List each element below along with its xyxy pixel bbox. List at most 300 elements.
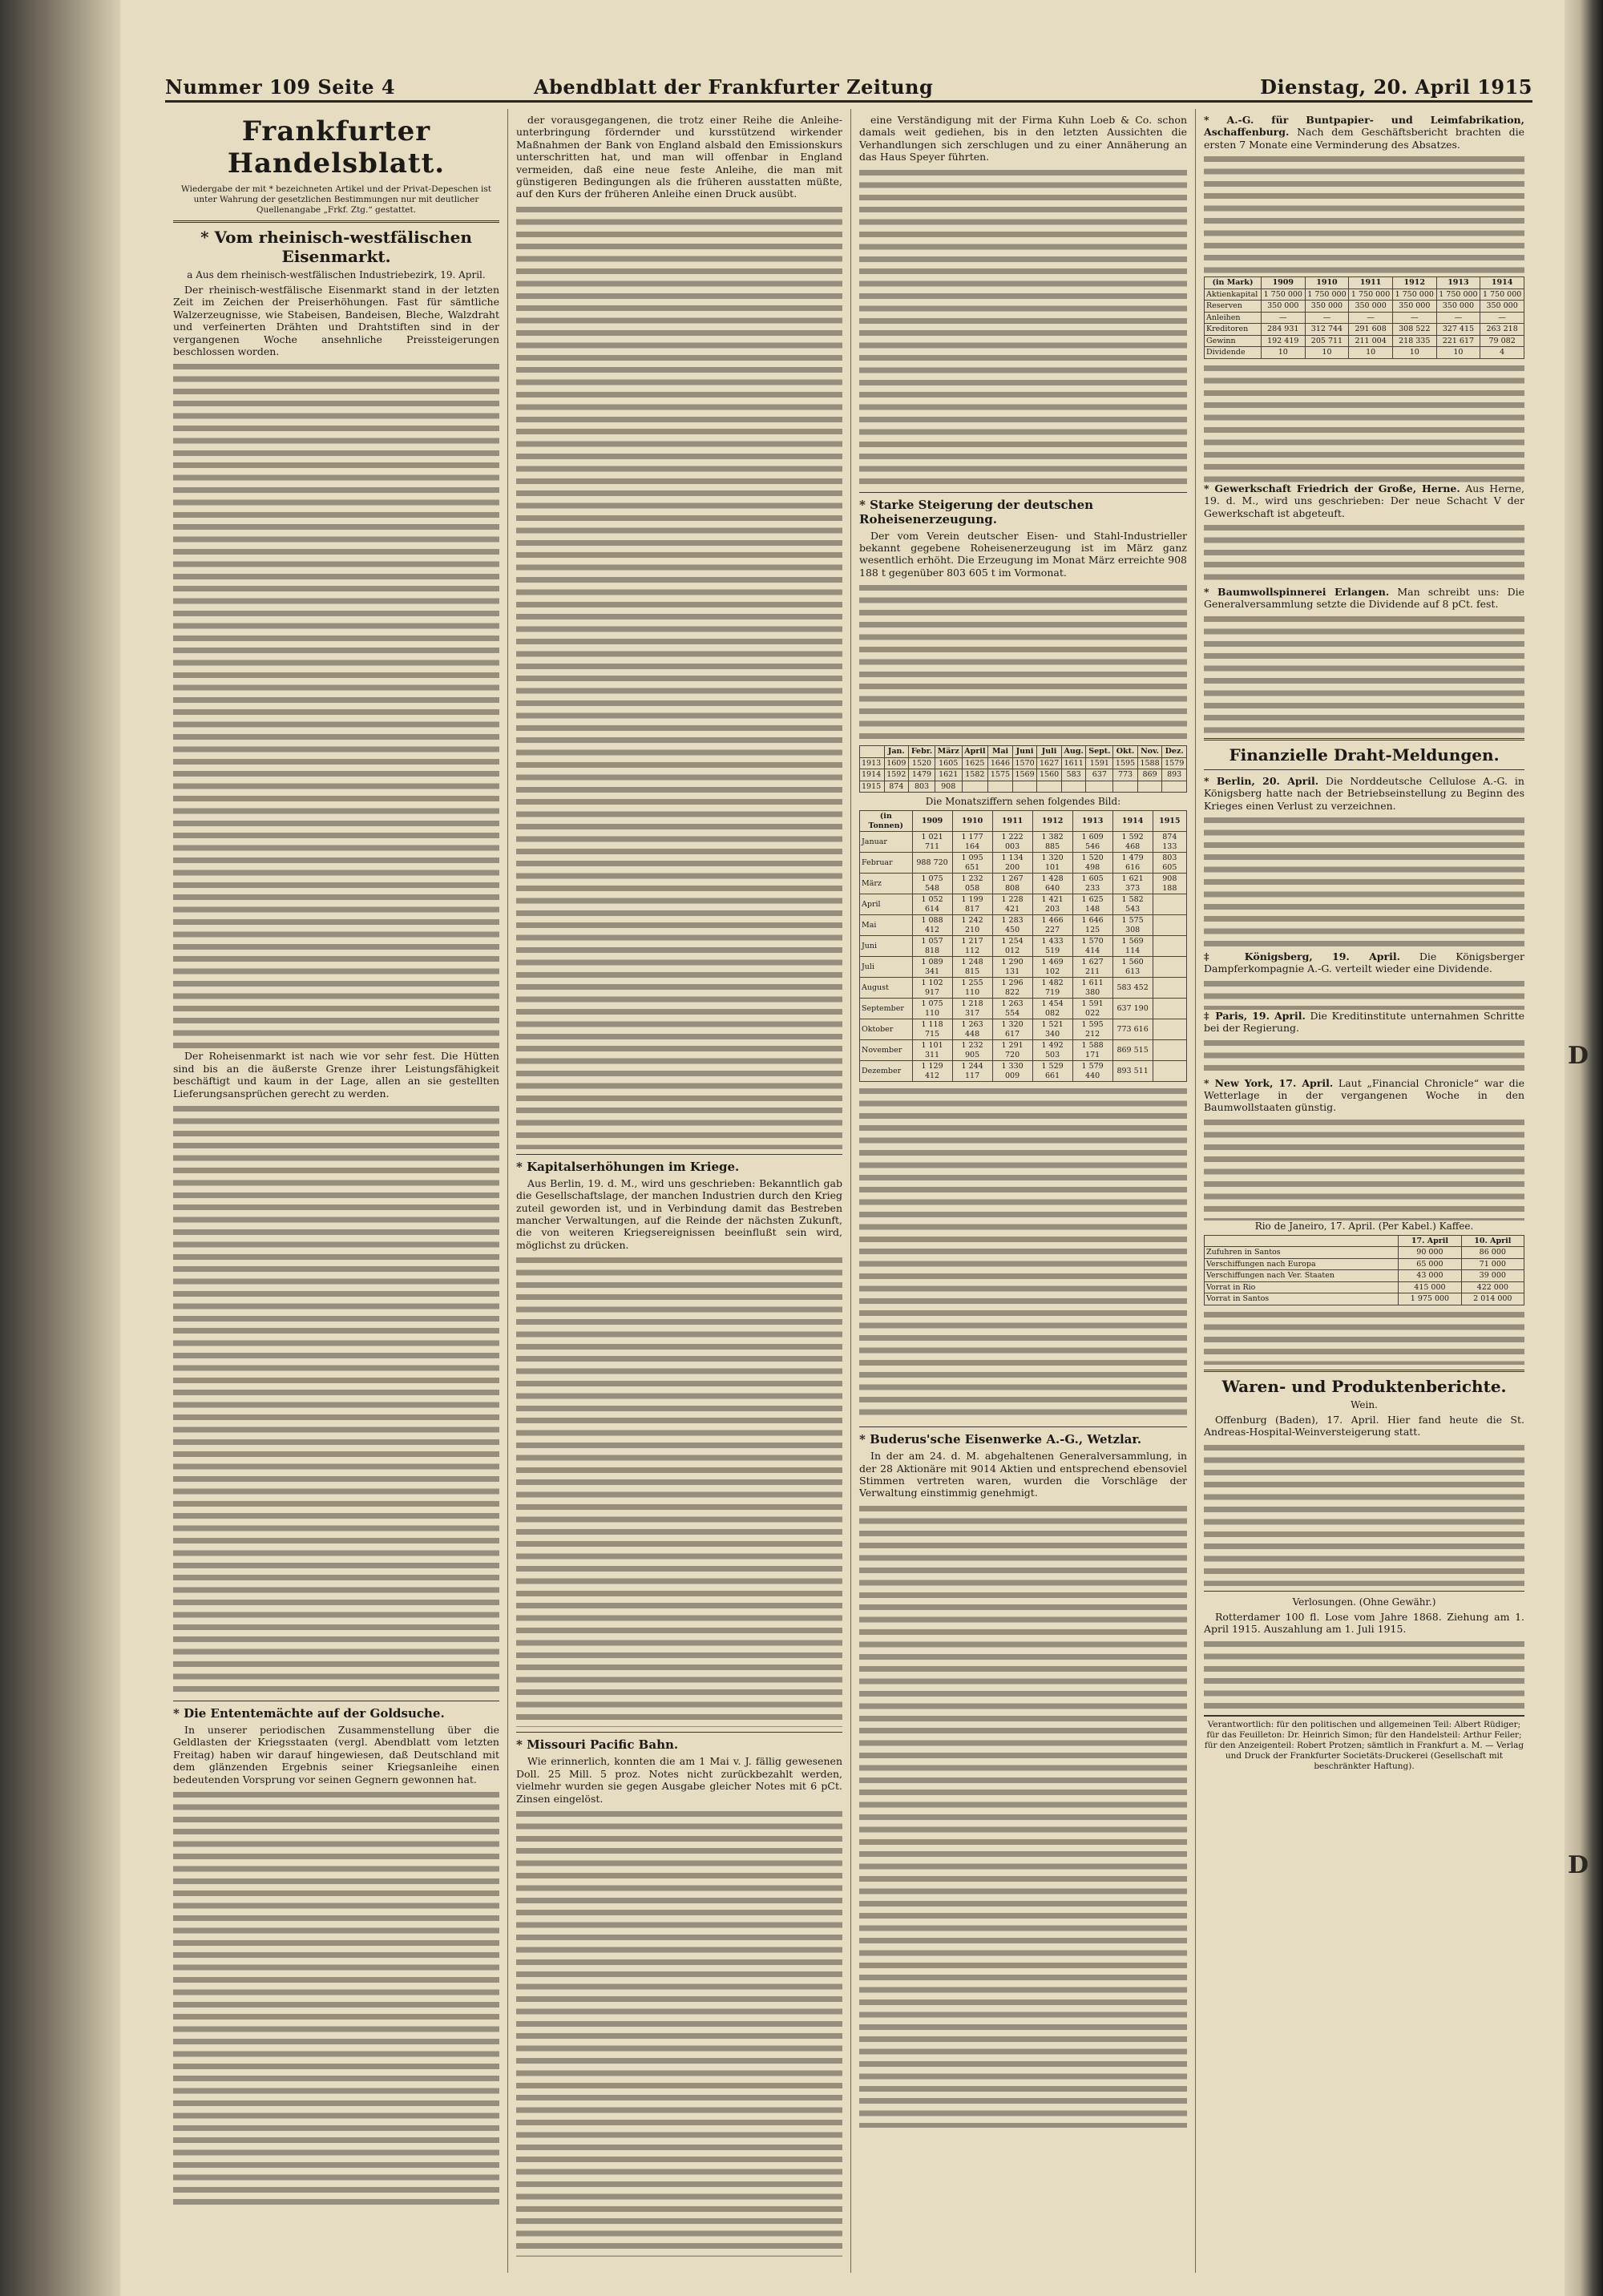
table-cell: 415 000 bbox=[1399, 1281, 1461, 1293]
table-row-label: Februar bbox=[860, 853, 913, 874]
table-cell: 1605 bbox=[935, 757, 962, 769]
table-header-cell: Juni bbox=[1012, 746, 1037, 758]
table-row-label: Juli bbox=[860, 957, 913, 978]
table-cell: 874 133 bbox=[1153, 832, 1186, 853]
table-row-label: Anleihen bbox=[1205, 312, 1262, 324]
table-cell: 1 075 548 bbox=[912, 874, 952, 894]
book-binding-left bbox=[0, 0, 120, 2296]
table-cell: 1 263 448 bbox=[952, 1019, 992, 1040]
table-cell: 43 000 bbox=[1399, 1270, 1461, 1282]
table-row-label: Mai bbox=[860, 915, 913, 936]
table-cell: 1 218 317 bbox=[952, 999, 992, 1019]
table-cell: 1 469 102 bbox=[1032, 957, 1072, 978]
table-cell: 1575 bbox=[988, 769, 1013, 781]
table-cell: 1 591 022 bbox=[1072, 999, 1112, 1019]
table-cell bbox=[1153, 1061, 1186, 1082]
brief-heading: * A.-G. für Buntpapier- und Leimfabrikation, Aschaffenburg. bbox=[1204, 114, 1524, 139]
table-cell: 1 057 818 bbox=[912, 936, 952, 957]
brief-text: Nach dem Geschäftsbericht brachten die ersten 7 Monate eine Verminderung des Absatzes. bbox=[1204, 126, 1524, 151]
table-cell: 1 646 125 bbox=[1072, 915, 1112, 936]
table-cell: 1 118 715 bbox=[912, 1019, 952, 1040]
table-cell: 869 515 bbox=[1112, 1040, 1153, 1061]
article-text-block bbox=[1204, 814, 1524, 950]
table-cell: 1 382 885 bbox=[1032, 832, 1072, 853]
table-cell: 1 228 421 bbox=[992, 894, 1032, 915]
table-cell: 86 000 bbox=[1461, 1247, 1524, 1259]
table-row-label: Juni bbox=[860, 936, 913, 957]
divider bbox=[173, 220, 499, 223]
newspaper-page bbox=[120, 0, 1565, 2296]
table-cell: 4 bbox=[1480, 347, 1524, 359]
table-header-cell: März bbox=[935, 746, 962, 758]
article-text-block bbox=[516, 1254, 842, 1727]
table-cell: 422 000 bbox=[1461, 1281, 1524, 1293]
table-row bbox=[860, 1040, 1187, 1061]
article-paragraph: In der am 24. d. M. abgehaltenen Generalversammlung, in der 28 Aktionäre mit 9014 Aktien und entsprechend ebensoviel Stimmen vertreten waren, wurden die Vorschläge der Verwaltung einstimmig genehmigt. bbox=[859, 1450, 1187, 1499]
table-cell: 773 bbox=[1113, 769, 1138, 781]
article-title-missouri-pacific: * Missouri Pacific Bahn. bbox=[516, 1737, 679, 1753]
table-cell: 1570 bbox=[1012, 757, 1037, 769]
divider bbox=[1204, 1591, 1524, 1592]
page-header bbox=[165, 71, 1532, 103]
table-row-label: Aktienkapital bbox=[1205, 289, 1262, 301]
table-cell bbox=[1012, 781, 1037, 793]
column-2 bbox=[508, 109, 851, 2273]
table-cell: 350 000 bbox=[1349, 301, 1393, 313]
table-header-cell: 1912 bbox=[1392, 277, 1436, 289]
table-cell: 637 190 bbox=[1112, 999, 1153, 1019]
table-cell: 1592 bbox=[884, 769, 909, 781]
table-cell: 350 000 bbox=[1305, 301, 1349, 313]
divider bbox=[1204, 738, 1524, 740]
table-cell bbox=[1061, 781, 1086, 793]
table-row-label: 1915 bbox=[860, 781, 885, 793]
table-header-cell: Jan. bbox=[884, 746, 909, 758]
wire-report bbox=[1204, 1077, 1524, 1114]
wire-text: Die Norddeutsche Cellulose A.-G. in Königsberg hatte nach der Betriebseinstellung zu Beginn des Krieges einen Verlust zu verzeichnen. bbox=[1204, 774, 1524, 812]
table-cell: 1 750 000 bbox=[1480, 289, 1524, 301]
table-caption: Die Monatsziffern sehen folgendes Bild: bbox=[925, 796, 1121, 808]
table-cell: 350 000 bbox=[1392, 301, 1436, 313]
article-paragraph: Wie erinnerlich, konnten die am 1 Mai v. J. fällig gewesenen Doll. 25 Mill. 5 proz. Notes nicht zurückbezahlt werden, vielmehr wurden sie gegen Ausgabe gleicher Notes mit 6 pCt. Zinsen eingelöst. bbox=[516, 1755, 842, 1805]
article-paragraph: Offenburg (Baden), 17. April. Hier fand heute die St. Andreas-Hospital-Weinversteigerung statt. bbox=[1204, 1413, 1524, 1439]
table-cell: 1 625 148 bbox=[1072, 894, 1112, 915]
table-row bbox=[860, 999, 1187, 1019]
table-cell: 1 750 000 bbox=[1305, 289, 1349, 301]
article-text-block bbox=[1204, 1309, 1524, 1365]
news-brief bbox=[1204, 586, 1524, 611]
table-cell bbox=[1037, 781, 1062, 793]
brief-heading: * Gewerkschaft Friedrich der Große, Herne. bbox=[1204, 482, 1460, 494]
table-cell: 893 511 bbox=[1112, 1061, 1153, 1082]
table-cell: 1 521 340 bbox=[1032, 1019, 1072, 1040]
table-cell bbox=[1153, 978, 1186, 999]
brief-heading: * Baumwollspinnerei Erlangen. bbox=[1204, 585, 1390, 598]
table-row-label: November bbox=[860, 1040, 913, 1061]
table-cell: 1479 bbox=[909, 769, 935, 781]
table-cell bbox=[1153, 957, 1186, 978]
table-header-cell: 1909 bbox=[1261, 277, 1305, 289]
table-header-cell: 17. April bbox=[1399, 1235, 1461, 1247]
wire-text: Die Königsberger Dampferkompagnie A.-G. verteilt wieder eine Dividende. bbox=[1204, 950, 1524, 975]
table-row bbox=[860, 781, 1187, 793]
article-text-block bbox=[859, 582, 1187, 742]
divider bbox=[1204, 1370, 1524, 1372]
table-row-label: Dividende bbox=[1205, 347, 1262, 359]
lottery-text: Rotterdamer 100 fl. Lose vom Jahre 1868. Ziehung am 1. April 1915. Auszahlung am 1. Juli 1915. bbox=[1204, 1610, 1524, 1636]
table-cell: 1625 bbox=[962, 757, 988, 769]
table-cell: 1 466 227 bbox=[1032, 915, 1072, 936]
table-cell bbox=[1113, 781, 1138, 793]
table-cell bbox=[1086, 781, 1113, 793]
table-row-label: Oktober bbox=[860, 1019, 913, 1040]
article-text-block bbox=[1204, 362, 1524, 482]
table-cell: 1 421 203 bbox=[1032, 894, 1072, 915]
divider bbox=[859, 492, 1187, 493]
table-cell: — bbox=[1480, 312, 1524, 324]
table-cell: 803 605 bbox=[1153, 853, 1186, 874]
table-cell: — bbox=[1305, 312, 1349, 324]
table-header-cell: Mai bbox=[988, 746, 1013, 758]
table-cell: 327 415 bbox=[1436, 324, 1480, 336]
table-cell: 10 bbox=[1392, 347, 1436, 359]
table-cell: 1579 bbox=[1162, 757, 1187, 769]
balance-sheet-table bbox=[1204, 276, 1524, 359]
table-cell bbox=[1162, 781, 1187, 793]
table-cell: 1 609 546 bbox=[1072, 832, 1112, 853]
table-cell: 869 bbox=[1137, 769, 1162, 781]
table-cell: 1 750 000 bbox=[1261, 289, 1305, 301]
article-title-eisenmarkt: * Vom rheinisch-westfälischen Eisenmarkt. bbox=[200, 228, 472, 266]
table-cell: 1 232 905 bbox=[952, 1040, 992, 1061]
table-cell: 1 605 233 bbox=[1072, 874, 1112, 894]
adjacent-page-letter: D bbox=[1568, 1042, 1589, 1070]
table-row bbox=[1205, 347, 1524, 359]
table-cell: 1 255 110 bbox=[952, 978, 992, 999]
table-row bbox=[860, 915, 1187, 936]
table-cell: 1 428 640 bbox=[1032, 874, 1072, 894]
table-cell: 10 bbox=[1349, 347, 1393, 359]
table-cell: 908 188 bbox=[1153, 874, 1186, 894]
divider bbox=[516, 1154, 842, 1155]
table-cell: 1 750 000 bbox=[1392, 289, 1436, 301]
table-cell: 218 335 bbox=[1392, 335, 1436, 347]
table-cell: 1 575 308 bbox=[1112, 915, 1153, 936]
table-row-label: Januar bbox=[860, 832, 913, 853]
table-cell: 1 021 711 bbox=[912, 832, 952, 853]
table-header-cell: 1910 bbox=[1305, 277, 1349, 289]
table-row bbox=[860, 853, 1187, 874]
article-text-block bbox=[516, 204, 842, 1149]
table-header-cell: 1911 bbox=[992, 811, 1032, 832]
article-paragraph: Der Roheisenmarkt ist nach wie vor sehr fest. Die Hütten sind bis an die äußerste Grenze ihrer Leistungsfähigkeit beschäftigt und kaum in der Lage, allen an sie gestellten Lieferungsansprüchen gerecht zu werden. bbox=[173, 1050, 499, 1100]
table-row-label: Gewinn bbox=[1205, 335, 1262, 347]
table-cell: 1 570 414 bbox=[1072, 936, 1112, 957]
table-row-label: 1914 bbox=[860, 769, 885, 781]
table-row bbox=[1205, 1258, 1524, 1270]
table-cell: 350 000 bbox=[1480, 301, 1524, 313]
article-text-block bbox=[516, 1808, 842, 2257]
table-cell bbox=[1153, 1040, 1186, 1061]
table-cell: 1 244 117 bbox=[952, 1061, 992, 1082]
article-paragraph: Der rheinisch-westfälische Eisenmarkt stand in der letzten Zeit im Zeichen der Preiserhöhungen. Fast für sämtliche Walzerzeugnisse, wie Stabeisen, Bandeisen, Bleche, Walzdraht und verfeinerten Drähten und Drahtstiften sind in der vergangenen Woche ansehnliche Preissteigerungen beschlossen worden. bbox=[173, 284, 499, 358]
table-cell: 192 419 bbox=[1261, 335, 1305, 347]
table-cell: 1627 bbox=[1037, 757, 1062, 769]
table-cell: 1 750 000 bbox=[1436, 289, 1480, 301]
table-cell: 1 217 112 bbox=[952, 936, 992, 957]
article-text-block bbox=[1204, 978, 1524, 1010]
table-row-label: Vorrat in Santos bbox=[1205, 1293, 1399, 1305]
table-cell: 1 592 468 bbox=[1112, 832, 1153, 853]
article-paragraph: In unserer periodischen Zusammenstellung über die Geldlasten der Kriegsstaaten (vergl. Abendblatt vom letzten Freitag) haben wir darauf hingewiesen, daß Deutschland mit dem glänzenden Ergebnis seiner Kriegsanleihe einen bedeutenden Vorsprung vor seinen Gegnern gewonnen hat. bbox=[173, 1724, 499, 1786]
wire-text: Die Kreditinstitute unternahmen Schritte bei der Regierung. bbox=[1204, 1009, 1524, 1035]
table-cell bbox=[1153, 894, 1186, 915]
article-text-block bbox=[1204, 1037, 1524, 1077]
wire-report bbox=[1204, 950, 1524, 975]
table-cell: 1 242 210 bbox=[952, 915, 992, 936]
table-cell: 1 248 815 bbox=[952, 957, 992, 978]
table-cell: 308 522 bbox=[1392, 324, 1436, 336]
table-cell: — bbox=[1261, 312, 1305, 324]
table-cell: 1588 bbox=[1137, 757, 1162, 769]
table-cell: 1 582 543 bbox=[1112, 894, 1153, 915]
table-cell: 1 101 311 bbox=[912, 1040, 952, 1061]
section-title-handelsblatt: Frankfurter Handelsblatt. bbox=[227, 115, 446, 180]
table-header-cell: 1915 bbox=[1153, 811, 1186, 832]
table-cell: 205 711 bbox=[1305, 335, 1349, 347]
article-text-block bbox=[859, 1503, 1187, 2128]
table-cell: 1 232 058 bbox=[952, 874, 992, 894]
article-paragraph: Der vom Verein deutscher Eisen- und Stahl-Industrieller bekannt gegebene Roheisenerzeugung ist im März ganz wesentlich erhöht. Die Erzeugung im Monat März erreichte 908 188 t gegenüber 803 605 t im Vormonat. bbox=[859, 529, 1187, 579]
table-header-cell: 1911 bbox=[1349, 277, 1393, 289]
table-cell bbox=[1137, 781, 1162, 793]
table-cell: 1 291 720 bbox=[992, 1040, 1032, 1061]
table-row bbox=[860, 757, 1187, 769]
table-caption: Rio de Janeiro, 17. April. (Per Kabel.) Kaffee. bbox=[1254, 1220, 1474, 1232]
table-cell: 1560 bbox=[1037, 769, 1062, 781]
brief-text: Man schreibt uns: Die Generalversammlung setzte die Dividende auf 8 pCt. fest. bbox=[1204, 585, 1524, 611]
table-header-cell: Aug. bbox=[1061, 746, 1086, 758]
table-cell: 10 bbox=[1261, 347, 1305, 359]
article-title-kapitalserhoehungen: * Kapitalserhöhungen im Kriege. bbox=[516, 1159, 740, 1174]
table-header-cell: 1910 bbox=[952, 811, 992, 832]
table-cell: 908 bbox=[935, 781, 962, 793]
table-cell: 211 004 bbox=[1349, 335, 1393, 347]
table-cell: 1 267 808 bbox=[992, 874, 1032, 894]
divider bbox=[859, 1426, 1187, 1427]
table-cell: 1569 bbox=[1012, 769, 1037, 781]
page-columns bbox=[165, 109, 1532, 2273]
news-brief bbox=[1204, 114, 1524, 151]
table-row bbox=[860, 874, 1187, 894]
wire-report bbox=[1204, 775, 1524, 812]
table-cell: 803 bbox=[909, 781, 935, 793]
article-text-block bbox=[1204, 1442, 1524, 1586]
article-title-buderus: * Buderus'sche Eisenwerke A.-G., Wetzlar. bbox=[859, 1432, 1142, 1447]
table-cell: 90 000 bbox=[1399, 1247, 1461, 1259]
divider bbox=[1204, 769, 1524, 770]
table-cell: 1 088 412 bbox=[912, 915, 952, 936]
table-cell bbox=[988, 781, 1013, 793]
adjacent-page-letter: D bbox=[1568, 1851, 1589, 1879]
article-text-block bbox=[1204, 613, 1524, 733]
article-text-block bbox=[859, 1085, 1187, 1422]
table-header-cell: 1914 bbox=[1112, 811, 1153, 832]
article-text-block bbox=[173, 1789, 499, 2205]
table-cell bbox=[1153, 999, 1186, 1019]
section-title-warenberichte: Waren- und Produktenberichte. bbox=[1221, 1376, 1507, 1396]
table-cell: 1 975 000 bbox=[1399, 1293, 1461, 1305]
article-text-block bbox=[1204, 153, 1524, 273]
table-cell: 1 296 822 bbox=[992, 978, 1032, 999]
table-cell: 2 014 000 bbox=[1461, 1293, 1524, 1305]
divider bbox=[516, 1732, 842, 1733]
table-cell: 988 720 bbox=[912, 853, 952, 874]
table-cell: 1 454 082 bbox=[1032, 999, 1072, 1019]
table-header-cell bbox=[1205, 1235, 1399, 1247]
table-cell: 1 134 200 bbox=[992, 853, 1032, 874]
table-cell bbox=[1153, 915, 1186, 936]
reprint-note: Wiedergabe der mit * bezeichneten Artikel und der Privat-Depeschen ist unter Wahrung der gesetzlichen Bestimmungen nur mit deutlicher Quellenangabe „Frkf. Ztg.“ gestattet. bbox=[181, 184, 491, 215]
table-cell: 1609 bbox=[884, 757, 909, 769]
column-1 bbox=[165, 109, 508, 2273]
table-cell: 1 254 012 bbox=[992, 936, 1032, 957]
article-dateline: a Aus dem rheinisch-westfälischen Industriebezirk, 19. April. bbox=[187, 269, 486, 280]
table-cell: 1 621 373 bbox=[1112, 874, 1153, 894]
table-cell: 312 744 bbox=[1305, 324, 1349, 336]
table-row-label: April bbox=[860, 894, 913, 915]
table-cell: 263 218 bbox=[1480, 324, 1524, 336]
table-cell: 1520 bbox=[909, 757, 935, 769]
table-header-cell: Nov. bbox=[1137, 746, 1162, 758]
table-cell: 1 433 519 bbox=[1032, 936, 1072, 957]
table-row-label: Dezember bbox=[860, 1061, 913, 1082]
table-cell: 221 617 bbox=[1436, 335, 1480, 347]
wire-heading: * Berlin, 20. April. bbox=[1204, 774, 1319, 787]
table-row bbox=[860, 1061, 1187, 1082]
table-row bbox=[1205, 1270, 1524, 1282]
table-row bbox=[860, 957, 1187, 978]
table-cell: 350 000 bbox=[1261, 301, 1305, 313]
table-cell: 583 452 bbox=[1112, 978, 1153, 999]
table-cell: 65 000 bbox=[1399, 1258, 1461, 1270]
table-row bbox=[1205, 289, 1524, 301]
newspaper-name: Abendblatt der Frankfurter Zeitung bbox=[534, 75, 934, 99]
section-title-draht-meldungen: Finanzielle Draht-Meldungen. bbox=[1229, 744, 1500, 765]
table-cell: 1 611 380 bbox=[1072, 978, 1112, 999]
article-paragraph: Aus Berlin, 19. d. M., wird uns geschrieben: Bekanntlich gab die Gesellschaftslage, der manchen Industrien durch den Krieg zuteil geworden ist, und in Verbindung damit das Bestreben mancher Verwaltungen, auf die Reinde der nächsten Zukunft, die von weiteren Kriegsereignissen beeinflußt sein wird, möglichst zu drücken. bbox=[516, 1176, 842, 1251]
production-by-month-table bbox=[859, 745, 1187, 793]
table-cell: 1 052 614 bbox=[912, 894, 952, 915]
table-header-cell: 1909 bbox=[912, 811, 952, 832]
table-cell: 1 330 009 bbox=[992, 1061, 1032, 1082]
brief-text: Aus Herne, 19. d. M., wird uns geschrieben: Der neue Schacht V der Gewerkschaft ist abgeteuft. bbox=[1204, 482, 1524, 519]
table-header-cell: 1913 bbox=[1436, 277, 1480, 289]
table-row-label: März bbox=[860, 874, 913, 894]
table-row-label: September bbox=[860, 999, 913, 1019]
table-row bbox=[860, 1019, 1187, 1040]
article-text-block bbox=[859, 167, 1187, 487]
table-row bbox=[860, 936, 1187, 957]
table-cell: 1 263 554 bbox=[992, 999, 1032, 1019]
table-row bbox=[860, 832, 1187, 853]
table-header-cell: April bbox=[962, 746, 988, 758]
wire-heading: ‡ Paris, 19. April. bbox=[1204, 1009, 1306, 1022]
table-row bbox=[1205, 335, 1524, 347]
table-cell: 1 102 917 bbox=[912, 978, 952, 999]
lottery-number-block bbox=[1204, 1638, 1524, 1710]
table-cell: 1 075 110 bbox=[912, 999, 952, 1019]
table-cell: 1611 bbox=[1061, 757, 1086, 769]
article-text-block bbox=[173, 361, 499, 1050]
table-cell: 583 bbox=[1061, 769, 1086, 781]
table-header-cell: (in Tonnen) bbox=[860, 811, 913, 832]
wire-heading: * New York, 17. April. bbox=[1204, 1076, 1334, 1089]
table-row-label: Verschiffungen nach Ver. Staaten bbox=[1205, 1270, 1399, 1282]
table-cell: 1595 bbox=[1113, 757, 1138, 769]
table-cell: 773 616 bbox=[1112, 1019, 1153, 1040]
table-cell: 1 095 651 bbox=[952, 853, 992, 874]
table-cell: — bbox=[1436, 312, 1480, 324]
table-cell: 1 579 440 bbox=[1072, 1061, 1112, 1082]
table-header-cell: Febr. bbox=[909, 746, 935, 758]
subsection-title: Wein. bbox=[1351, 1398, 1378, 1410]
table-header-cell: 1914 bbox=[1480, 277, 1524, 289]
table-header-cell: (in Mark) bbox=[1205, 277, 1262, 289]
table-row-label: Vorrat in Rio bbox=[1205, 1281, 1399, 1293]
table-row bbox=[1205, 324, 1524, 336]
table-cell: 1 222 003 bbox=[992, 832, 1032, 853]
table-cell: 1621 bbox=[935, 769, 962, 781]
table-cell: 1 320 101 bbox=[1032, 853, 1072, 874]
article-text-block bbox=[1204, 522, 1524, 586]
table-row bbox=[1205, 1293, 1524, 1305]
column-3 bbox=[851, 109, 1196, 2273]
table-cell: 1 492 503 bbox=[1032, 1040, 1072, 1061]
issue-date: Dienstag, 20. April 1915 bbox=[1260, 75, 1532, 99]
table-header-cell: Dez. bbox=[1162, 746, 1187, 758]
table-cell: 1 588 171 bbox=[1072, 1040, 1112, 1061]
table-row-label: Kreditoren bbox=[1205, 324, 1262, 336]
table-header-cell: 1913 bbox=[1072, 811, 1112, 832]
table-cell: 1646 bbox=[988, 757, 1013, 769]
table-header-cell: Okt. bbox=[1113, 746, 1138, 758]
table-cell: 1 479 616 bbox=[1112, 853, 1153, 874]
table-row bbox=[860, 769, 1187, 781]
table-row bbox=[1205, 312, 1524, 324]
table-cell: 1 482 719 bbox=[1032, 978, 1072, 999]
article-paragraph: eine Verständigung mit der Firma Kuhn Loeb & Co. schon damals weit gediehen, bis in den letzten Aussichten die Verhandlungen sich zerschlugen und zu einer Annäherung an das Haus Speyer führten. bbox=[859, 114, 1187, 163]
table-cell: 1 290 131 bbox=[992, 957, 1032, 978]
table-cell: 1 627 211 bbox=[1072, 957, 1112, 978]
table-cell: 1 529 661 bbox=[1032, 1061, 1072, 1082]
table-cell: 79 082 bbox=[1480, 335, 1524, 347]
table-cell: 1 129 412 bbox=[912, 1061, 952, 1082]
coffee-statistics-table bbox=[1204, 1235, 1524, 1305]
table-cell: 1 199 817 bbox=[952, 894, 992, 915]
table-row bbox=[1205, 301, 1524, 313]
table-row bbox=[860, 894, 1187, 915]
article-text-block bbox=[1204, 1116, 1524, 1221]
table-cell bbox=[1153, 1019, 1186, 1040]
table-cell: 350 000 bbox=[1436, 301, 1480, 313]
table-cell: 71 000 bbox=[1461, 1258, 1524, 1270]
table-cell: 291 608 bbox=[1349, 324, 1393, 336]
page-number: Nummer 109 Seite 4 bbox=[165, 75, 396, 99]
article-title-ententemaechte: * Die Ententemächte auf der Goldsuche. bbox=[173, 1706, 445, 1721]
wire-heading: ‡ Königsberg, 19. April. bbox=[1204, 950, 1400, 962]
table-cell: 39 000 bbox=[1461, 1270, 1524, 1282]
